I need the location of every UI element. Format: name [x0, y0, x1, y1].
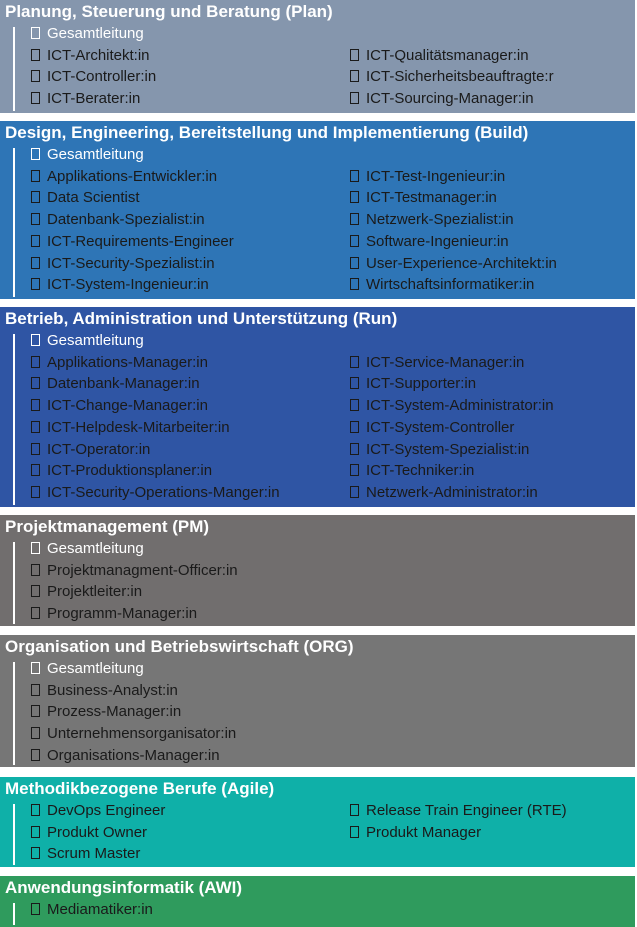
checkbox-icon — [350, 486, 359, 498]
lead-item — [31, 658, 144, 679]
checkbox-icon — [350, 464, 359, 476]
list-item — [31, 417, 230, 438]
item-label: ICT-Controller:in — [47, 68, 157, 86]
list-item — [31, 66, 156, 87]
item-label: Produkt Owner — [47, 823, 148, 841]
checkbox-icon — [350, 213, 359, 225]
checkbox-icon — [350, 257, 359, 269]
checkbox-icon — [31, 191, 40, 203]
checkbox-icon — [350, 70, 359, 82]
checkbox-icon — [350, 92, 359, 104]
checkbox-icon — [31, 705, 40, 717]
item-label: Gesamtleitung — [47, 332, 144, 349]
list-item — [31, 187, 140, 208]
section-6 — [0, 876, 635, 927]
checkbox-icon — [350, 421, 359, 433]
section-divider — [13, 27, 15, 111]
list-item — [350, 373, 476, 394]
list-item — [31, 253, 215, 274]
checkbox-icon — [31, 70, 40, 82]
item-label: ICT-Techniker:in — [366, 462, 475, 480]
item-label: Organisations-Manager:in — [47, 746, 220, 764]
item-label: Netzwerk-Administrator:in — [366, 483, 538, 501]
lead-item — [31, 23, 144, 44]
section-2 — [0, 307, 635, 507]
item-label: Data Scientist — [47, 189, 140, 207]
lead-item — [31, 538, 144, 559]
section-divider — [13, 334, 15, 505]
checkbox-icon — [350, 804, 359, 816]
checkbox-icon — [31, 334, 40, 346]
item-label: ICT-Sourcing-Manager:in — [366, 90, 534, 108]
item-label: Gesamtleitung — [47, 146, 144, 163]
section-3 — [0, 515, 635, 626]
section-5 — [0, 777, 635, 867]
checkbox-icon — [31, 727, 40, 739]
list-item — [31, 723, 236, 744]
item-label: Prozess-Manager:in — [47, 703, 182, 721]
section-title: Methodikbezogene Berufe (Agile) — [5, 779, 275, 798]
checkbox-icon — [31, 257, 40, 269]
list-item — [31, 603, 197, 624]
checkbox-icon — [31, 826, 40, 838]
checkbox-icon — [31, 749, 40, 761]
list-item — [31, 701, 181, 722]
checkbox-icon — [350, 377, 359, 389]
item-label: ICT-Change-Manager:in — [47, 397, 208, 415]
section-divider — [13, 662, 15, 765]
list-item — [31, 166, 217, 187]
item-label: ICT-Operator:in — [47, 440, 151, 458]
list-item — [31, 209, 205, 230]
list-item — [31, 560, 238, 581]
section-title: Projektmanagement (PM) — [5, 517, 210, 536]
item-label: Produkt Manager — [366, 823, 482, 841]
checkbox-icon — [350, 191, 359, 203]
list-item — [31, 822, 147, 843]
item-label: ICT-Supporter:in — [366, 375, 477, 393]
section-title: Design, Engineering, Bereitstellung und Implementierung (Build) — [5, 123, 529, 142]
list-item — [350, 482, 538, 503]
list-item — [350, 460, 474, 481]
checkbox-icon — [31, 464, 40, 476]
lead-item — [31, 144, 144, 165]
checkbox-icon — [31, 92, 40, 104]
section-title: Organisation und Betriebswirtschaft (ORG) — [5, 637, 354, 656]
checkbox-icon — [31, 356, 40, 368]
checkbox-icon — [31, 399, 40, 411]
item-label: Projektmanagment-Officer:in — [47, 561, 238, 579]
item-label: Datenbank-Spezialist:in — [47, 211, 205, 229]
item-label: Applikations-Manager:in — [47, 353, 208, 371]
list-item — [350, 822, 481, 843]
list-item — [350, 166, 505, 187]
list-item — [31, 745, 220, 766]
item-label: ICT-Sicherheitsbeauftragte:r — [366, 68, 554, 86]
item-label: Gesamtleitung — [47, 25, 144, 42]
list-item — [31, 395, 208, 416]
item-label: Release Train Engineer (RTE) — [366, 802, 567, 819]
section-divider — [13, 542, 15, 624]
checkbox-icon — [31, 213, 40, 225]
checkbox-icon — [350, 356, 359, 368]
checkbox-icon — [31, 607, 40, 619]
section-title: Betrieb, Administration und Unterstützung (Run) — [5, 309, 398, 328]
item-label: Applikations-Entwickler:in — [47, 167, 218, 185]
checkbox-icon — [31, 486, 40, 498]
item-label: ICT-System-Spezialist:in — [366, 440, 530, 458]
checkbox-icon — [350, 278, 359, 290]
item-label: ICT-Berater:in — [47, 90, 141, 108]
item-label: Business-Analyst:in — [47, 681, 178, 699]
list-item — [350, 231, 509, 252]
item-label: ICT-Qualitätsmanager:in — [366, 46, 529, 64]
checkbox-icon — [31, 421, 40, 433]
item-label: Unternehmensorganisator:in — [47, 725, 237, 743]
item-label: Datenbank-Manager:in — [47, 375, 200, 393]
checkbox-icon — [350, 49, 359, 61]
checkbox-icon — [31, 170, 40, 182]
list-item — [31, 843, 140, 864]
checkbox-icon — [31, 148, 40, 160]
item-label: Gesamtleitung — [47, 660, 144, 677]
list-item — [31, 352, 208, 373]
section-divider — [13, 903, 15, 925]
checkbox-icon — [31, 377, 40, 389]
list-item — [31, 439, 150, 460]
checkbox-icon — [350, 826, 359, 838]
list-item — [31, 274, 209, 295]
list-item — [31, 482, 280, 503]
list-item — [350, 66, 554, 87]
item-label: Scrum Master — [47, 845, 141, 863]
item-label: Wirtschaftsinformatiker:in — [366, 276, 535, 294]
checkbox-icon — [31, 542, 40, 554]
item-label: ICT-Test-Ingenieur:in — [366, 167, 506, 185]
list-item — [31, 899, 153, 920]
checkbox-icon — [31, 564, 40, 576]
checkbox-icon — [31, 903, 40, 915]
list-item — [350, 800, 567, 821]
list-item — [31, 460, 212, 481]
checkbox-icon — [31, 443, 40, 455]
checkbox-icon — [31, 662, 40, 674]
checkbox-icon — [31, 278, 40, 290]
item-label: ICT-System-Controller — [366, 418, 515, 436]
item-label: ICT-Produktionsplaner:in — [47, 462, 213, 480]
section-divider — [13, 148, 15, 297]
section-divider — [13, 804, 15, 865]
list-item — [31, 800, 165, 821]
item-label: ICT-Security-Operations-Manger:in — [47, 483, 280, 501]
section-1 — [0, 121, 635, 299]
checkbox-icon — [350, 443, 359, 455]
list-item — [350, 253, 557, 274]
list-item — [350, 439, 529, 460]
list-item — [350, 187, 497, 208]
list-item — [350, 352, 524, 373]
item-label: ICT-Requirements-Engineer — [47, 232, 234, 250]
checkbox-icon — [350, 399, 359, 411]
list-item — [350, 274, 534, 295]
checkbox-icon — [31, 804, 40, 816]
item-label: Gesamtleitung — [47, 540, 144, 557]
checkbox-icon — [31, 27, 40, 39]
item-label: User-Experience-Architekt:in — [366, 254, 557, 272]
checkbox-icon — [31, 235, 40, 247]
section-4 — [0, 635, 635, 767]
list-item — [31, 88, 140, 109]
item-label: ICT-Security-Spezialist:in — [47, 254, 215, 272]
item-label: ICT-Helpdesk-Mitarbeiter:in — [47, 418, 230, 436]
checkbox-icon — [31, 49, 40, 61]
item-label: Programm-Manager:in — [47, 605, 198, 623]
list-item — [31, 231, 234, 252]
list-item — [31, 680, 178, 701]
list-item — [31, 45, 150, 66]
checkbox-icon — [31, 847, 40, 859]
list-item — [350, 45, 529, 66]
item-label: Software-Ingenieur:in — [366, 232, 509, 250]
list-item — [31, 373, 200, 394]
item-label: Projektleiter:in — [47, 583, 143, 601]
section-title: Anwendungsinformatik (AWI) — [5, 878, 243, 897]
item-label: ICT-Testmanager:in — [366, 189, 497, 207]
item-label: Mediamatiker:in — [47, 901, 153, 918]
checkbox-icon — [31, 684, 40, 696]
list-item — [350, 395, 554, 416]
item-label: Netzwerk-Spezialist:in — [366, 211, 514, 229]
list-item — [31, 581, 142, 602]
section-0 — [0, 0, 635, 113]
lead-item — [31, 330, 144, 351]
section-title: Planung, Steuerung und Beratung (Plan) — [5, 2, 333, 21]
checkbox-icon — [31, 585, 40, 597]
list-item — [350, 417, 514, 438]
item-label: DevOps Engineer — [47, 802, 166, 819]
checkbox-icon — [350, 170, 359, 182]
checkbox-icon — [350, 235, 359, 247]
item-label: ICT-Architekt:in — [47, 46, 150, 64]
item-label: ICT-Service-Manager:in — [366, 353, 525, 371]
list-item — [350, 209, 514, 230]
list-item — [350, 88, 534, 109]
item-label: ICT-System-Ingenieur:in — [47, 276, 209, 294]
item-label: ICT-System-Administrator:in — [366, 397, 554, 415]
